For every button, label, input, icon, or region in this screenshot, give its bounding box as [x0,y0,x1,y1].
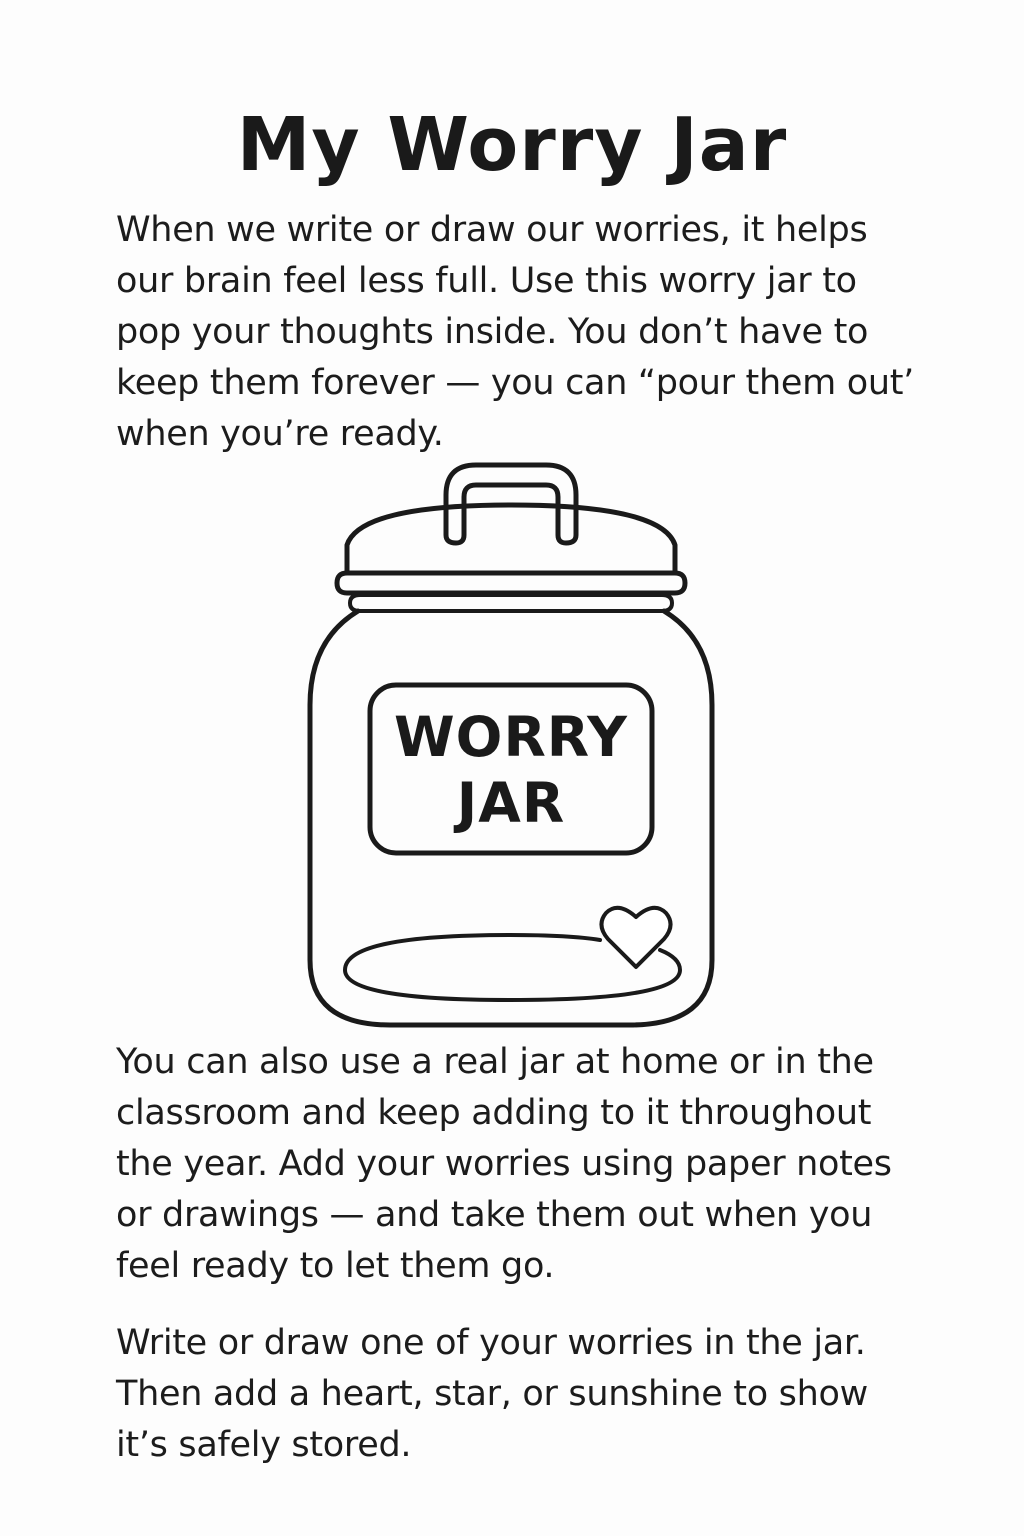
intro-line: pop your thoughts inside. You don’t have to [116,312,869,352]
intro-line: when you’re ready. [116,414,444,454]
task-line: Then add a heart, star, or sunshine to show [116,1374,868,1414]
home-jar-paragraph [116,1037,916,1292]
home-line: feel ready to let them go. [116,1246,555,1286]
intro-line: When we write or draw our worries, it helps [116,210,868,250]
lid-rim [337,573,685,593]
home-line: or drawings — and take them out when you [116,1195,873,1235]
task-line: it’s safely stored. [116,1425,412,1465]
jar-label-text: WORRY [394,705,628,769]
home-line: You can also use a real jar at home or in the [116,1042,874,1082]
heart-icon [601,908,670,967]
intro-paragraph [116,205,916,460]
worry-jar-drawing[interactable] [300,455,725,1035]
jar-neck [350,595,672,611]
jar-label-text: JAR [456,771,566,835]
home-line: classroom and keep adding to it throughout [116,1093,872,1133]
page-title: My Worry Jar [236,102,788,188]
intro-line: keep them forever — you can “pour them out’ [116,363,914,403]
task-line: Write or draw one of your worries in the jar. [116,1323,866,1363]
lid-top [347,505,675,573]
home-line: the year. Add your worries using paper notes [116,1144,892,1184]
task-paragraph [116,1318,916,1471]
intro-line: our brain feel less full. Use this worry jar to [116,261,857,301]
